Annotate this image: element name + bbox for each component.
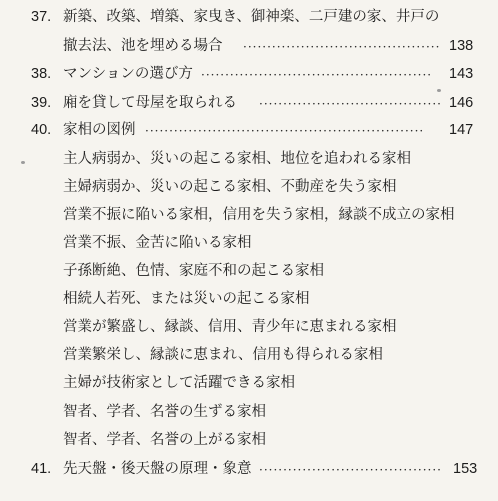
toc-title: 家相の図例 [63,122,136,138]
toc-number: 38. [31,66,52,82]
toc-subitem[interactable]: 営業繁栄し、縁談に恵まれ、信用も得られる家相 [63,347,383,363]
toc-page-number: 143 [449,66,474,82]
toc-subitem[interactable]: 相続人若死、または災いの起こる家相 [63,291,310,307]
toc-number: 41. [31,461,52,477]
toc-title-continued: 撤去法、池を埋める場合 [63,38,223,54]
leader-dots: ······································ [259,463,442,477]
toc-number: 37. [31,9,52,25]
leader-dots: ················································ [201,68,433,82]
toc-title: マンションの選び方 [63,66,193,82]
toc-subitem[interactable]: 主婦が技術家として活躍できる家相 [63,375,295,391]
leader-dots: ········································· [243,40,441,54]
leader-dots: ·························································· [145,124,425,138]
toc-title: 先天盤・後天盤の原理・象意 [63,461,252,477]
toc-subitem[interactable]: 智者、学者、名誉の上がる家相 [63,432,266,448]
toc-page-number: 138 [449,38,474,54]
print-speck [21,161,25,164]
toc-subitem[interactable]: 主人病弱か、災いの起こる家相、地位を追われる家相 [63,151,411,167]
toc-subitem[interactable]: 営業不振に陥いる家相，信用を失う家相，縁談不成立の家相 [63,207,455,223]
toc-subitem[interactable]: 主婦病弱か、災いの起こる家相、不動産を失う家相 [63,179,397,195]
toc-page-number: 153 [453,461,478,477]
toc-subitem[interactable]: 智者、学者、名誉の生ずる家相 [63,404,266,420]
toc-number: 39. [31,95,52,111]
leader-dots: ······································ [259,97,442,111]
toc-title: 廂を貸して母屋を取られる [63,95,237,111]
toc-subitem[interactable]: 子孫断絶、色情、家庭不和の起こる家相 [63,263,324,279]
print-speck [437,89,441,92]
toc-subitem[interactable]: 営業が繁盛し、縁談、信用、青少年に恵まれる家相 [63,319,397,335]
toc-page-number: 146 [449,95,474,111]
toc-subitem[interactable]: 営業不振、金苦に陥いる家相 [63,235,252,251]
toc-page-number: 147 [449,122,474,138]
toc-title: 新築、改築、増築、家曳き、御神楽、二戸建の家、井戸の [63,9,440,25]
toc-number: 40. [31,122,52,138]
